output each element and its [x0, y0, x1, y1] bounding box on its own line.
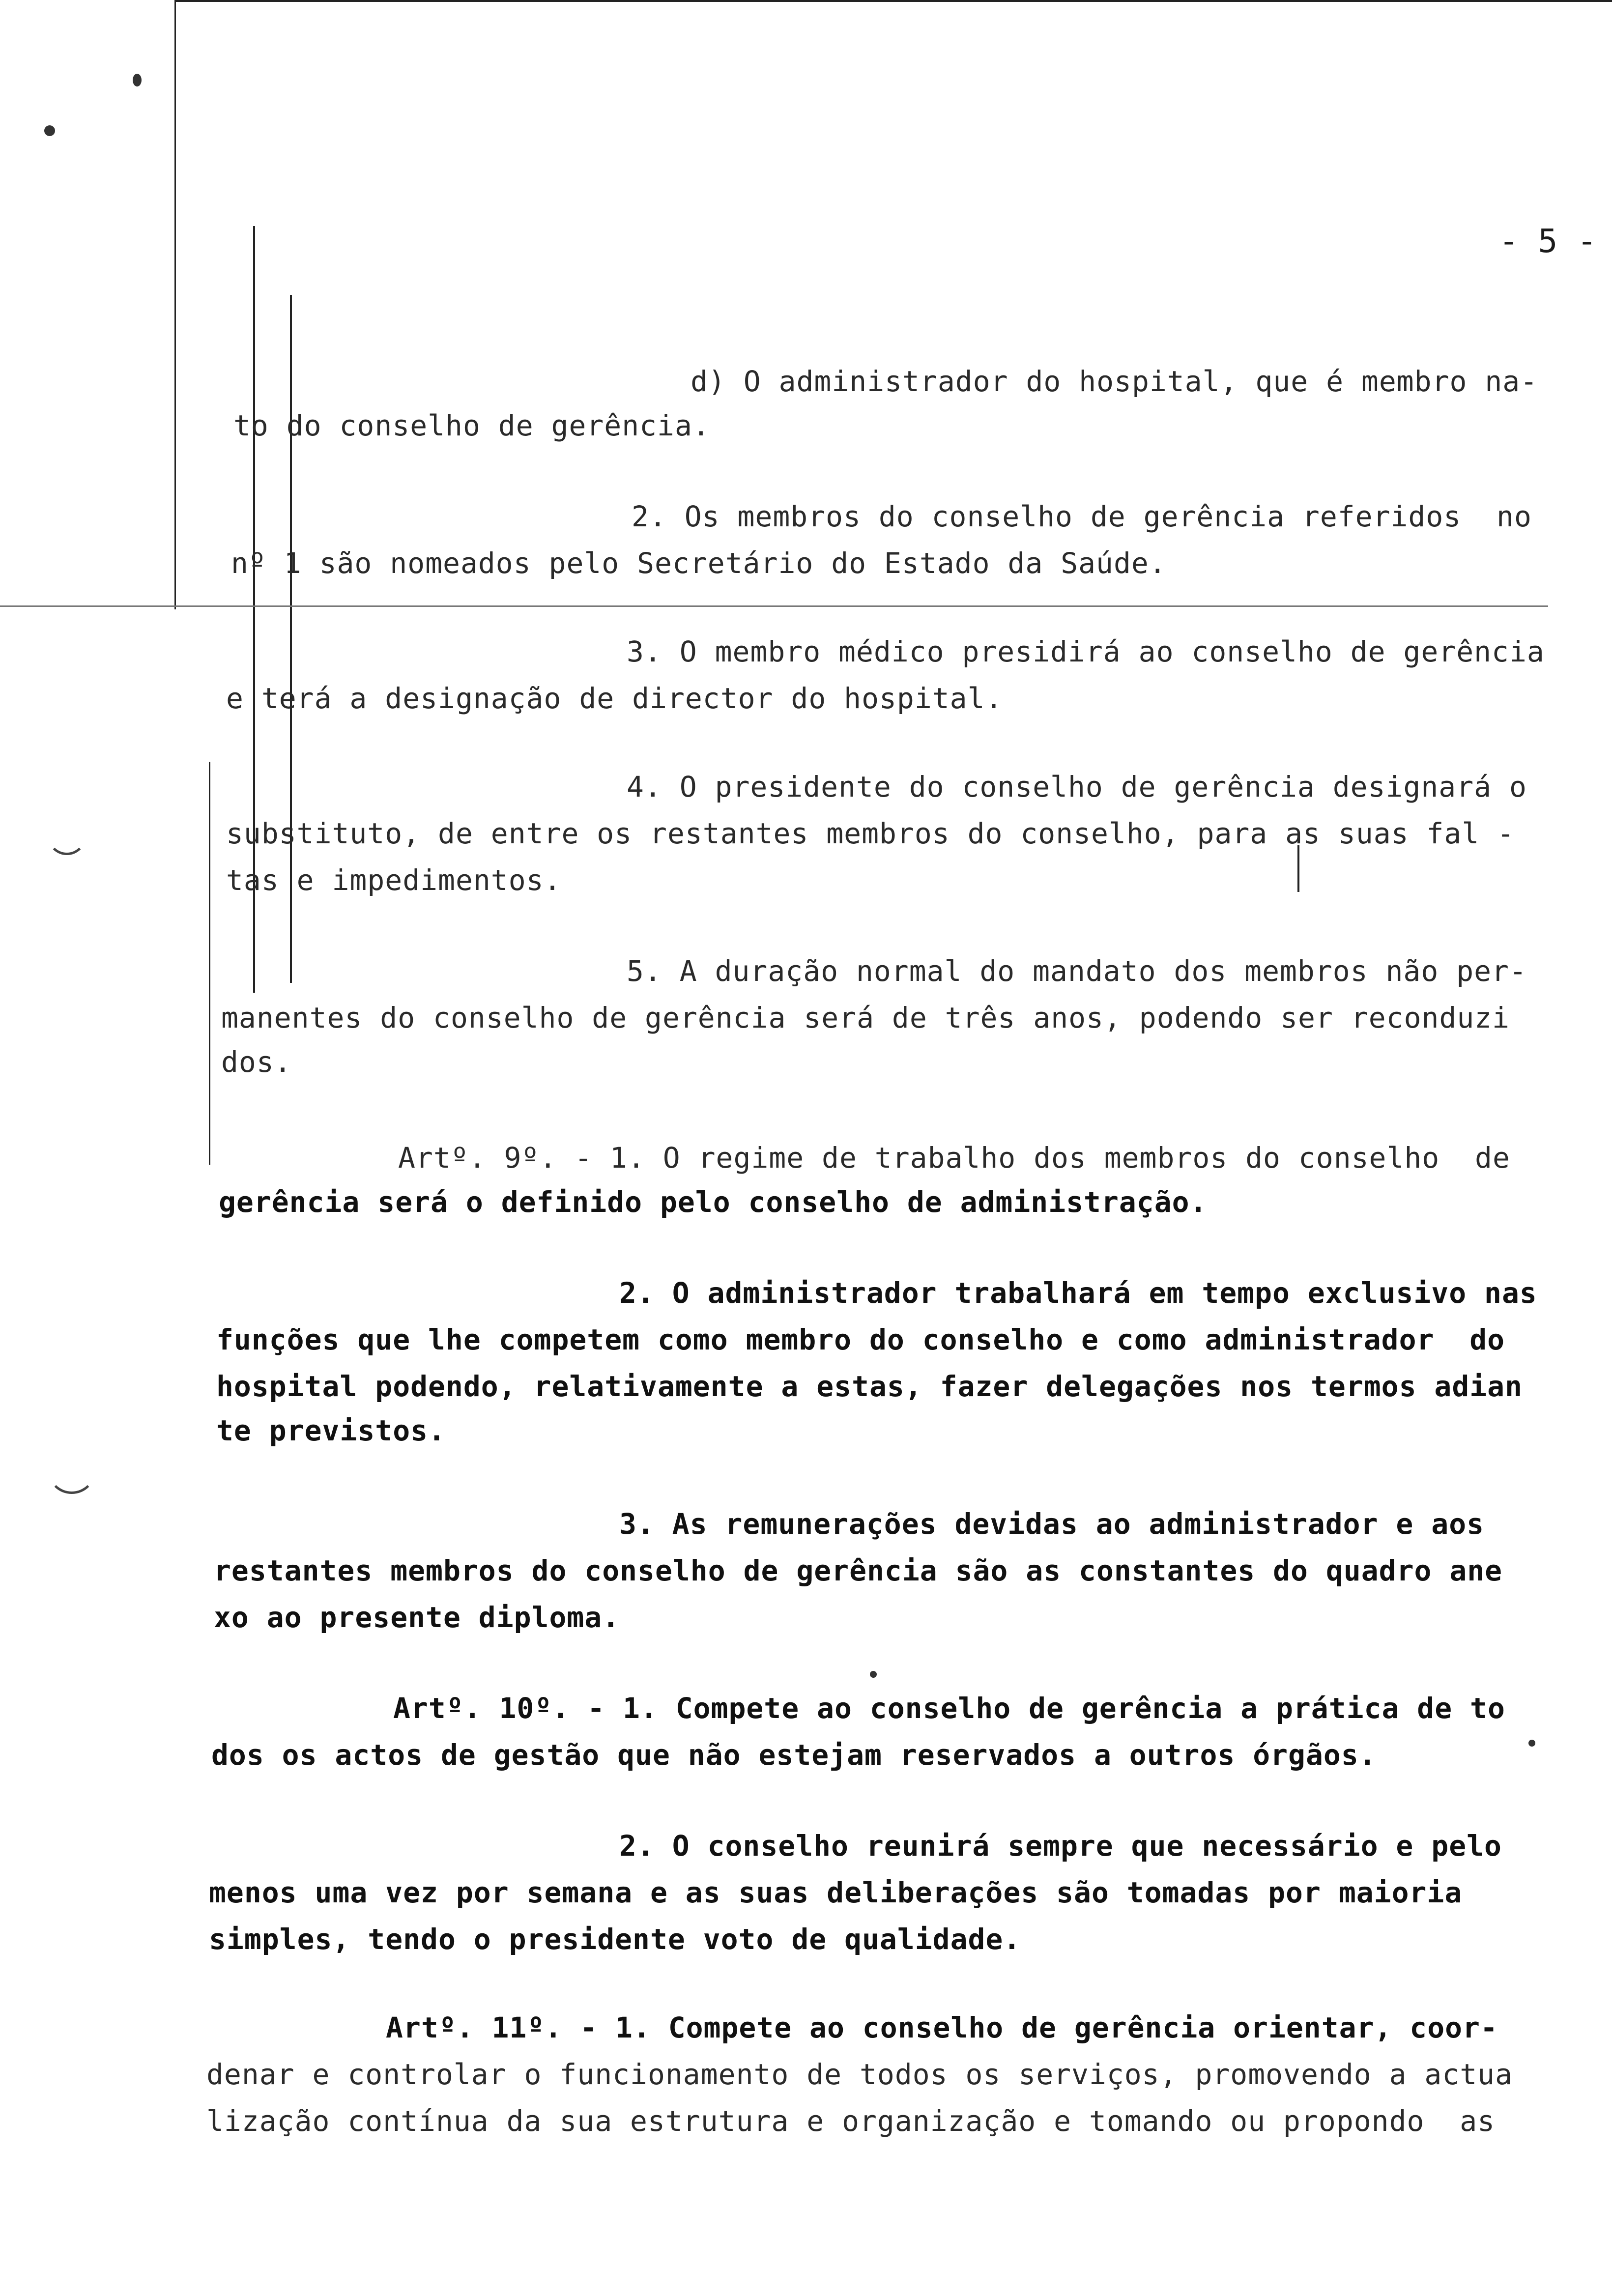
- text-line: gerência será o definido pelo conselho de administração.: [219, 1185, 1208, 1219]
- text-line: xo ao presente diploma.: [214, 1601, 620, 1634]
- ink-speck: [1528, 1740, 1535, 1747]
- text-line: 4. O presidente do conselho de gerência designará o: [627, 770, 1527, 804]
- ink-speck: [44, 125, 55, 136]
- text-line: hospital podendo, relativamente a estas, fazer delegações nos termos adian: [216, 1370, 1523, 1403]
- text-line: simples, tendo o presidente voto de qualidade.: [209, 1923, 1021, 1956]
- binder-hole-mark: [47, 816, 86, 855]
- text-line: dos.: [221, 1045, 292, 1079]
- text-line: te previstos.: [216, 1414, 446, 1447]
- vertical-stroke-4: [1297, 845, 1299, 892]
- text-line: dos os actos de gestão que não estejam reservados a outros órgãos.: [211, 1738, 1377, 1772]
- text-line: denar e controlar o funcionamento de todos os serviços, promovendo a actua: [206, 2058, 1513, 2091]
- text-line: tas e impedimentos.: [226, 863, 562, 897]
- text-line: funções que lhe competem como membro do conselho e como administrador do: [216, 1323, 1505, 1356]
- fold-line: [0, 605, 1548, 607]
- text-line: 2. O administrador trabalhará em tempo exclusivo nas: [619, 1276, 1537, 1310]
- text-line: to do conselho de gerência.: [233, 409, 710, 442]
- text-line: d) O administrador do hospital, que é membro na-: [691, 365, 1538, 398]
- text-line: manentes do conselho de gerência será de três anos, podendo ser reconduzi: [221, 1001, 1510, 1034]
- binder-hole-mark: [47, 1445, 96, 1494]
- text-line: 2. Os membros do conselho de gerência referidos no: [632, 500, 1532, 533]
- ink-speck: [870, 1671, 877, 1678]
- left-margin-line: [174, 0, 176, 609]
- text-line: Artº. 10º. - 1. Compete ao conselho de gerência a prática de to: [393, 1692, 1505, 1725]
- text-line: 3. As remunerações devidas ao administrador e aos: [619, 1507, 1485, 1541]
- top-border-line: [174, 0, 1612, 2]
- text-line: menos uma vez por semana e as suas deliberações são tomadas por maioria: [209, 1876, 1463, 1909]
- text-line: 3. O membro médico presidirá ao conselho de gerência: [627, 635, 1545, 668]
- text-line: e terá a designação de director do hospital.: [226, 682, 1003, 715]
- text-line: Artº. 11º. - 1. Compete ao conselho de gerência orientar, coor-: [386, 2011, 1498, 2044]
- text-line: restantes membros do conselho de gerência são as constantes do quadro ane: [214, 1554, 1503, 1587]
- text-line: substituto, de entre os restantes membros do conselho, para as suas fal -: [226, 817, 1515, 850]
- vertical-stroke-3: [209, 762, 210, 1165]
- text-line: Artº. 9º. - 1. O regime de trabalho dos membros do conselho de: [398, 1141, 1510, 1175]
- text-line: lização contínua da sua estrutura e organização e tomando ou propondo as: [206, 2104, 1496, 2138]
- page-number: - 5 -: [1499, 222, 1597, 260]
- text-line: 5. A duração normal do mandato dos membros não per-: [627, 954, 1527, 988]
- text-line: 2. O conselho reunirá sempre que necessário e pelo: [619, 1829, 1502, 1863]
- ink-speck: [133, 74, 142, 86]
- text-line: nº 1 são nomeados pelo Secretário do Estado da Saúde.: [231, 546, 1167, 580]
